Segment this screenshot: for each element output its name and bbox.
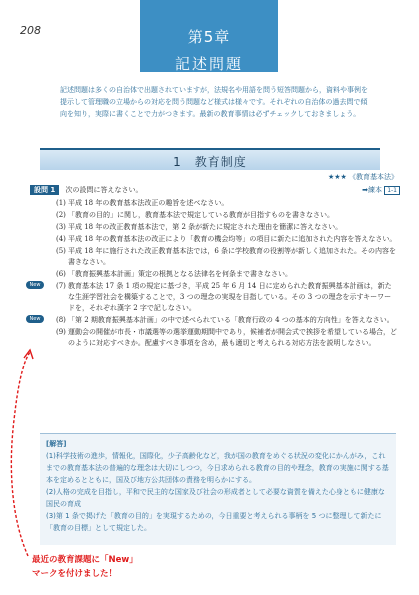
question-item: [26, 281, 398, 314]
question-number: (5): [56, 247, 66, 255]
question-item: [26, 327, 398, 349]
question-text: 教育基本法 17 条 1 項の規定に基づき，平成 25 年 6 月 14 日に定められた教育振興基本計画は，新たな生涯学習社会を構築することで，3 つの理念の実現を目指している。その 3 つの理念を示すキーワードを，それぞれ漢字 2 字で記しなさい。: [68, 282, 392, 312]
question-text: 「教育の目的」に関し，教育基本法で規定している教育が目指すものを書きなさい。: [68, 211, 334, 219]
section-header: [40, 148, 380, 170]
question-number: (1): [56, 199, 66, 207]
question-item: [26, 246, 398, 268]
question-set-instruction: 次の設問に答えなさい。: [65, 186, 143, 194]
question-item: [26, 315, 398, 326]
question-text: 平成 18 年の教育基本法の改正により「教育の機会均等」の項目に新たに追加された内容を答えなさい。: [68, 235, 397, 243]
section-title: 1 教育制度: [173, 155, 247, 169]
question-list: [26, 198, 398, 350]
answer-item: (3)第 1 条で掲げた「教育の目的」を実現するための，今日重要と考えられる事柄を 5 つに整理して新たに「教育の目標」として規定した。: [46, 512, 382, 532]
answer-item: (2)人格の完成を目指し，平和で民主的な国家及び社会の形成者として必要な資質を備えた心身ともに健康な国民の育成: [46, 488, 385, 508]
workbook-reference-label: ➡練本: [362, 186, 382, 194]
annotation-note-line: 最近の教育課題に「New」: [32, 555, 138, 565]
chapter-number: 第5章: [187, 28, 231, 46]
workbook-reference-number: 1-1: [384, 186, 400, 195]
importance-stars: ★★★: [327, 173, 347, 181]
question-text: 「教育振興基本計画」策定の根拠となる法律名を何条まで書きなさい。: [68, 270, 292, 278]
answer-label: [解答]: [46, 440, 67, 448]
chapter-intro: 記述問題は多くの自治体で出題されていますが，法規名や用語を問う短答問題から，資料や事例を提示して管理職の立場からの対応を問う問題など様式は様々です。それぞれの自治体の過去問で傾向を知り，実際に書くことで力がつきます。最新の教育事情は必ずチェックしておきましょう。: [60, 86, 368, 118]
question-item: [26, 198, 398, 209]
question-set-header: [30, 185, 400, 197]
chapter-title: 記述問題: [174, 55, 243, 73]
question-number: (7): [56, 282, 66, 290]
annotation-note: [32, 553, 138, 581]
question-number: (4): [56, 235, 66, 243]
question-text: 平成 18 年の改正教育基本法で，第 2 条が新たに規定された理由を簡潔に答えなさい。: [68, 223, 343, 231]
page-number: 208: [20, 24, 41, 37]
question-item: [26, 269, 398, 280]
answer-item: (1)科学技術の進歩，情報化，国際化，少子高齢化など，我が国の教育をめぐる状況の変化にかんがみ，これまでの教育基本法の普遍的な理念は大切にしつつ，今日求められる教育の目的や理念，教育の実施に関する基本を定めるとともに，国及び地方公共団体の責務を明らかにする。: [46, 452, 389, 484]
answer-box: [40, 433, 396, 545]
question-text: 平成 18 年に施行された改正教育基本法では，6 条に学校教育の役割等が新しく追加された。その内容を書きなさい。: [68, 247, 397, 266]
question-item: [26, 222, 398, 233]
question-text: 「第 2 期教育振興基本計画」の中で述べられている「教育行政の 4 つの基本的方向性」を答えなさい。: [68, 316, 394, 324]
question-set-label: 設問 1: [30, 185, 59, 195]
new-badge: New: [26, 281, 44, 289]
question-number: (2): [56, 211, 66, 219]
chapter-header: [140, 0, 278, 72]
topic-law: 《教育基本法》: [349, 173, 398, 181]
question-item: [26, 210, 398, 221]
question-number: (9): [56, 328, 66, 336]
workbook-reference: [362, 185, 400, 195]
question-number: (3): [56, 223, 66, 231]
new-badge: New: [26, 315, 44, 323]
question-item: [26, 234, 398, 245]
question-text: 平成 18 年の教育基本法改正の趣旨を述べなさい。: [68, 199, 229, 207]
question-number: (8): [56, 316, 66, 324]
question-number: (6): [56, 270, 66, 278]
topic-meta: [288, 172, 398, 182]
question-text: 運動会の開催が市長・市議選等の選挙運動期間中であり，候補者が開会式で挨拶を希望している場合，どのように対応すべきか。配慮すべき事項を含め，最も適切と考えられる対応方法を説明しなさい。: [68, 328, 397, 347]
annotation-note-line: マークを付けました！: [32, 569, 118, 579]
